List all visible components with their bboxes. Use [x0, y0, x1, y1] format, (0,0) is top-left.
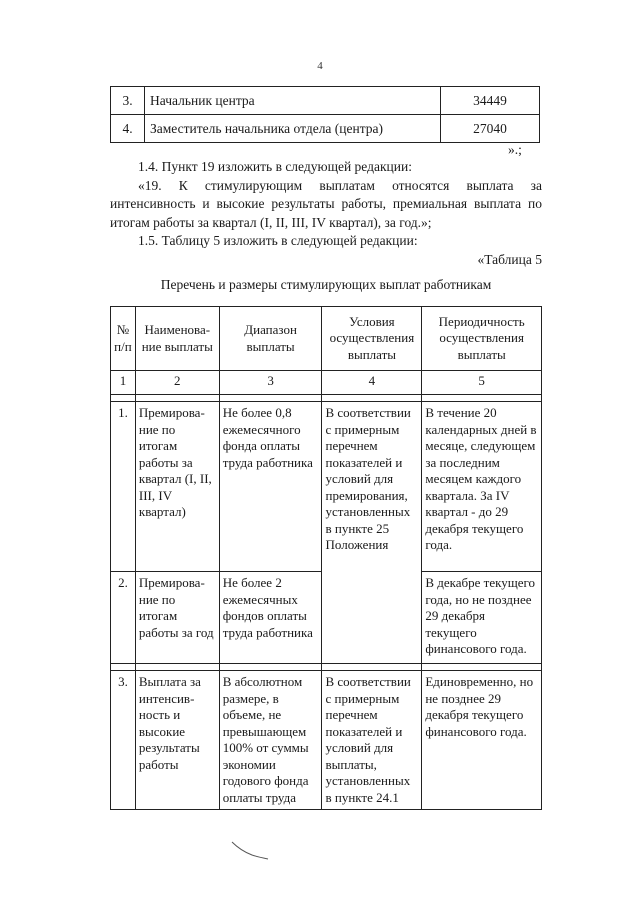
closing-quote: ».; [508, 142, 522, 157]
spacer-cell [111, 395, 136, 402]
table-row [111, 402, 542, 572]
spacer-cell [111, 664, 136, 671]
spacer-cell [219, 395, 322, 402]
page-number: 4 [317, 60, 323, 72]
payment-name: Премирова-ние по итогам работы за квартал (I, II, III, IV квартал) [135, 402, 219, 572]
payment-name: Премирова-ние по итогам работы за год [135, 572, 219, 664]
spacer-cell [422, 395, 542, 402]
row-number: 4. [111, 115, 145, 143]
row-number: 1. [111, 402, 136, 572]
position-name: Начальник центра [145, 87, 441, 115]
header-row [111, 307, 542, 371]
table-title: Перечень и размеры стимулирующих выплат работникам [160, 277, 492, 292]
column-index-row [111, 371, 542, 395]
table-row [111, 115, 540, 143]
column-index: 4 [322, 371, 422, 395]
spacer-cell [135, 395, 219, 402]
payment-period: В декабре текущего года, но не позднее 29 декабря текущего финансового года. [422, 572, 542, 664]
bonus-table [110, 306, 542, 810]
header-range: Диапазон выплаты [219, 307, 322, 371]
row-number: 3. [111, 87, 145, 115]
payment-name: Выплата за интенсив-ность и высокие результаты работы [135, 671, 219, 810]
payment-range: Не более 0,8 ежемесячного фонда оплаты труда работника [219, 402, 322, 572]
salary-table [110, 86, 540, 143]
column-index: 2 [135, 371, 219, 395]
amendment-text [110, 158, 542, 269]
spacer-cell [219, 664, 322, 671]
header-period: Периодичность осуществления выплаты [422, 307, 542, 371]
payment-period: Единовременно, но не позднее 29 декабря текущего финансового года. [422, 671, 542, 810]
pen-stroke-mark [230, 838, 270, 862]
paragraph-1-5: 1.5. Таблицу 5 изложить в следующей редакции: [138, 233, 418, 248]
header-num: № п/п [111, 307, 136, 371]
spacer-cell [322, 664, 422, 671]
table-caption-number: «Таблица 5 [477, 251, 542, 267]
row-number: 3. [111, 671, 136, 810]
salary-value: 34449 [441, 87, 540, 115]
payment-period: В течение 20 календарных дней в месяце, следующем за последним месяцем каждого квартала. За IV квартал - до 29 декабря текущего года. [422, 402, 542, 572]
payment-conditions: В соответствии с примерным перечнем показателей и условий для премирования, установленных в пункте 25 Положения [322, 402, 422, 664]
spacer-cell [322, 395, 422, 402]
spacer-row [111, 664, 542, 671]
spacer-cell [135, 664, 219, 671]
spacer-row [111, 395, 542, 402]
payment-range: В абсолютном размере, в объеме, не превышающем 100% от суммы экономии годового фонда оплаты труда [219, 671, 322, 810]
column-index: 5 [422, 371, 542, 395]
salary-value: 27040 [441, 115, 540, 143]
column-index: 3 [219, 371, 322, 395]
payment-range: Не более 2 ежемесячных фондов оплаты труда работника [219, 572, 322, 664]
spacer-cell [422, 664, 542, 671]
header-name: Наименова-ние выплаты [135, 307, 219, 371]
table-row [111, 87, 540, 115]
position-name: Заместитель начальника отдела (центра) [145, 115, 441, 143]
row-number: 2. [111, 572, 136, 664]
payment-conditions: В соответствии с примерным перечнем показателей и условий для выплаты, установленных в пункте 24.1 [322, 671, 422, 810]
header-conditions: Условия осуществления выплаты [322, 307, 422, 371]
paragraph-1-4: 1.4. Пункт 19 изложить в следующей редакции: [138, 159, 412, 174]
table-row [111, 671, 542, 810]
paragraph-19: «19. К стимулирующим выплатам относятся выплата за интенсивность и высокие результаты работы, премиальная выплата по итогам работы за квартал (I, II, III, IV квартал), за год.»; [110, 177, 542, 230]
column-index: 1 [111, 371, 136, 395]
